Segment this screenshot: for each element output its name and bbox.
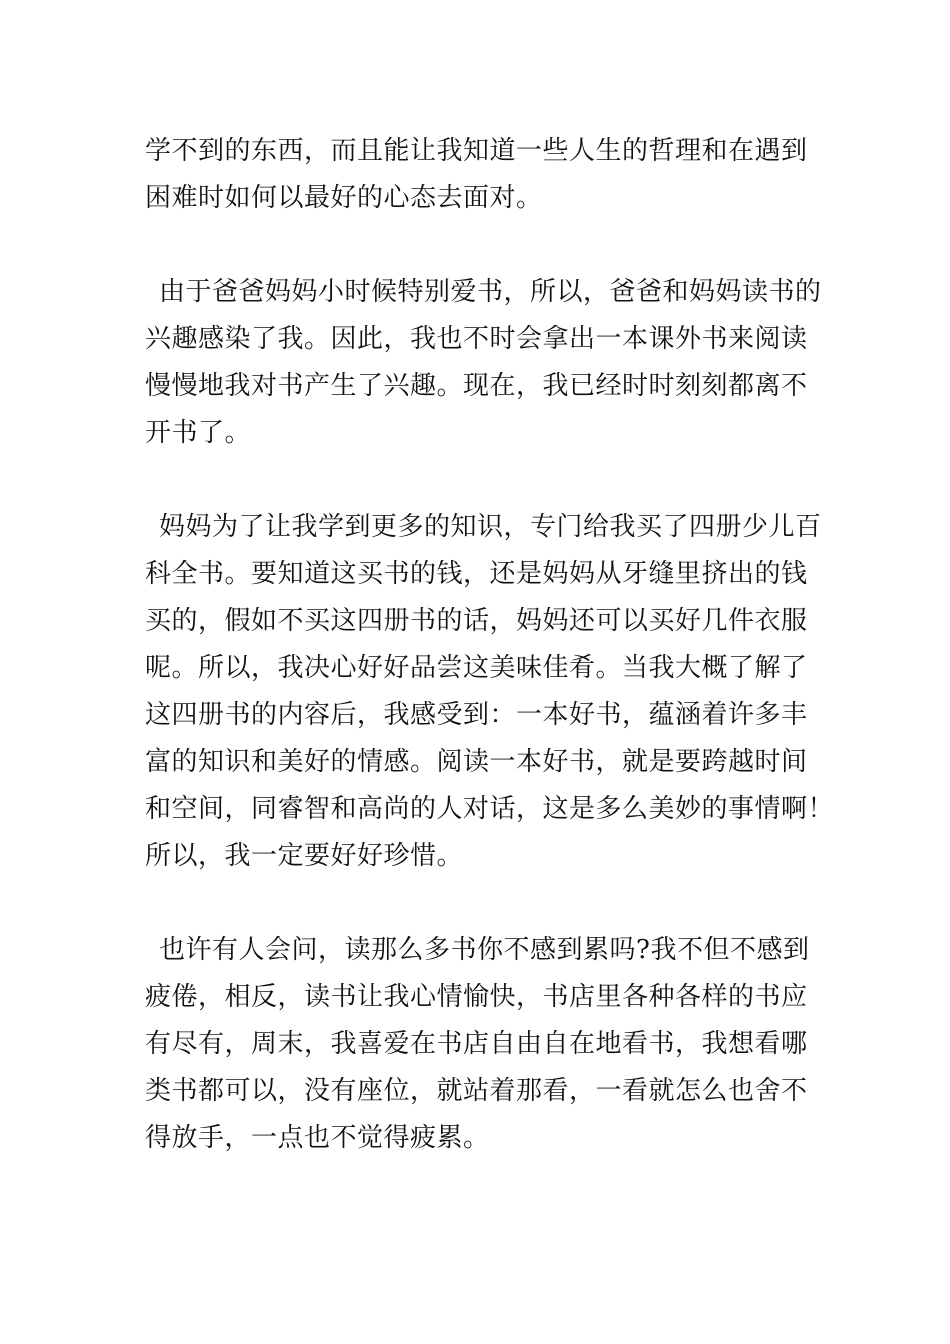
paragraph-line: 也许有人会问，读那么多书你不感到累吗?我不但不感到 (159, 935, 810, 965)
paragraph-line: 疲倦，相反，读书让我心情愉快，书店里各种各样的书应 (145, 982, 808, 1012)
paragraph-2 (145, 269, 822, 457)
paragraph-line: 富的知识和美好的情感。阅读一本好书，就是要跨越时间 (145, 747, 808, 777)
paragraph-line: 有尽有，周末，我喜爱在书店自由自在地看书，我想看哪 (145, 1029, 808, 1059)
paragraph-line: 慢慢地我对书产生了兴趣。现在，我已经时时刻刻都离不 (145, 371, 808, 401)
paragraph-spacer (145, 880, 810, 927)
paragraph-4 (145, 927, 810, 1162)
paragraph-line: 类书都可以，没有座位，就站着那看，一看就怎么也舍不 (145, 1076, 808, 1106)
paragraph-line: 科全书。要知道这买书的钱，还是妈妈从牙缝里挤出的钱 (145, 559, 808, 589)
paragraph-line: 这四册书的内容后，我感受到：一本好书，蕴涵着许多丰 (145, 700, 808, 730)
paragraph-line: 兴趣感染了我。因此，我也不时会拿出一本课外书来阅读 (145, 324, 808, 354)
document-body (145, 128, 835, 1162)
paragraph-3 (145, 504, 835, 880)
paragraph-line: 学不到的东西，而且能让我知道一些人生的哲理和在遇到 (145, 136, 808, 166)
paragraph-spacer (145, 457, 810, 504)
paragraph-line: 得放手，一点也不觉得疲累。 (145, 1123, 490, 1153)
paragraph-line: 买的，假如不买这四册书的话，妈妈还可以买好几件衣服 (145, 606, 808, 636)
paragraph-spacer (145, 222, 810, 269)
paragraph-line: 困难时如何以最好的心态去面对。 (145, 183, 543, 213)
paragraph-1 (145, 128, 810, 222)
paragraph-line: 由于爸爸妈妈小时候特别爱书，所以，爸爸和妈妈读书的 (159, 277, 822, 307)
paragraph-line: 和空间，同睿智和高尚的人对话，这是多么美妙的事情啊！ (145, 794, 835, 824)
paragraph-line: 所以，我一定要好好珍惜。 (145, 841, 464, 871)
paragraph-line: 开书了。 (145, 418, 252, 448)
paragraph-line: 呢。所以，我决心好好品尝这美味佳肴。当我大概了解了 (145, 653, 808, 683)
paragraph-line: 妈妈为了让我学到更多的知识，专门给我买了四册少儿百 (159, 512, 822, 542)
